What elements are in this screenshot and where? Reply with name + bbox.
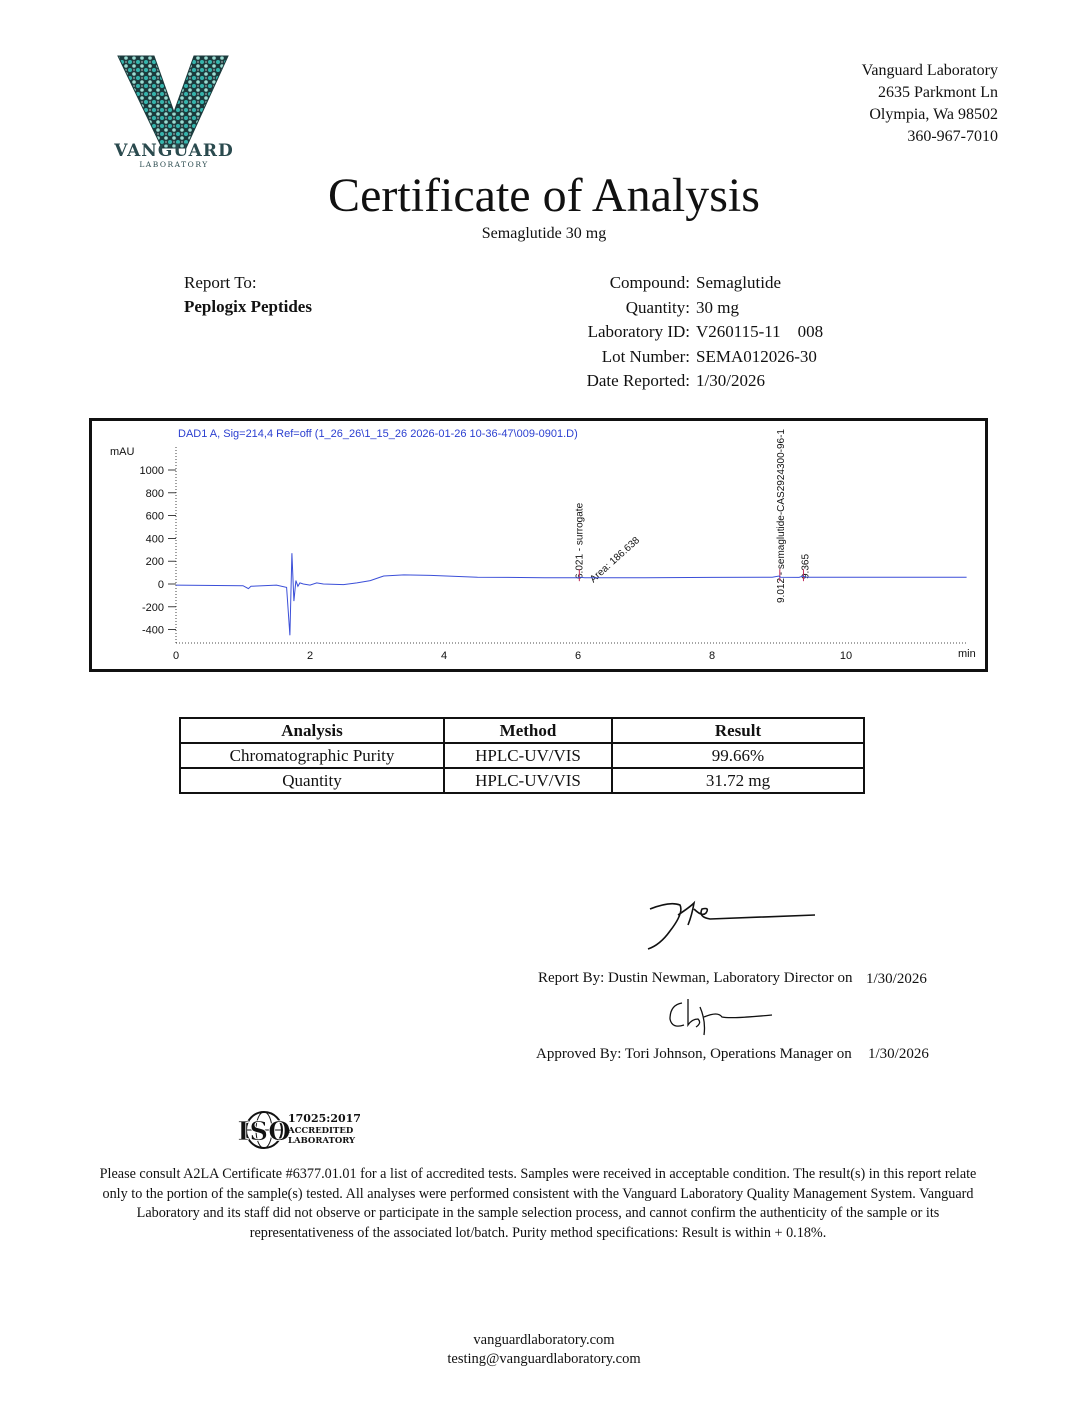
header-method: Method — [444, 718, 612, 743]
iso-accreditation-logo — [236, 1108, 366, 1152]
footer-email[interactable]: testing@vanguardlaboratory.com — [447, 1351, 641, 1367]
report-by: Report By: Dustin Newman, Laboratory Director on — [538, 970, 853, 986]
cell-result: 99.66% — [612, 743, 864, 768]
x-tick-label: 4 — [440, 650, 448, 662]
results-header-row — [180, 718, 864, 743]
lab-name: Vanguard Laboratory — [861, 62, 998, 79]
cell-method: HPLC-UV/VIS — [444, 768, 612, 793]
lab-address — [862, 60, 998, 148]
cell-result: 31.72 mg — [612, 768, 864, 793]
cell-analysis: Quantity — [180, 768, 444, 793]
header-analysis: Analysis — [180, 718, 444, 743]
approved-by-date: 1/30/2026 — [868, 1046, 929, 1062]
lab-street: 2635 Parkmont Ln — [878, 84, 998, 101]
detail-value: 30 mg — [696, 297, 739, 317]
chromatogram-plot — [92, 421, 985, 669]
detail-label: Laboratory ID: — [587, 322, 690, 341]
x-tick-label: 8 — [708, 650, 716, 662]
y-axis-unit: mAU — [110, 446, 135, 458]
detail-lot-number — [540, 345, 823, 370]
lab-city: Olympia, Wa 98502 — [869, 106, 998, 123]
detail-value: SEMA012026-30 — [696, 346, 817, 366]
svg-text:17025:2017: 17025:2017 — [288, 1112, 361, 1125]
disclaimer: Please consult A2LA Certificate #6377.01.01 for a list of accredited tests. Samples were received in acceptable condition. The result(s) in this report relate only to the portion of the sample(s) tested. All analyses were performed consistent with the Vanguard Laboratory Quality Management System. Vanguard Laboratory and its staff did not observe or participate in the sample selection process, and cannot confirm the authenticity of the sample or its representativeness of the associated lot/batch. Purity method specifications: Result is within + 0.18%. — [99, 1166, 977, 1241]
peak-label-area: Area: 186.638 — [587, 535, 643, 586]
y-tick-label: 600 — [145, 510, 164, 523]
svg-text:LABORATORY: LABORATORY — [139, 160, 209, 169]
detail-date-reported — [540, 369, 823, 394]
table-row — [180, 743, 864, 768]
approved-by: Approved By: Tori Johnson, Operations Manager on — [536, 1046, 852, 1062]
x-tick-label: 2 — [306, 650, 314, 662]
y-tick-label: -200 — [141, 601, 164, 614]
page-title: Certificate of Analysis — [328, 169, 760, 222]
sample-details — [540, 271, 823, 394]
detail-value: 1/30/2026 — [696, 371, 765, 390]
lab-phone: 360-967-7010 — [907, 128, 998, 145]
table-row — [180, 768, 864, 793]
page-subtitle: Semaglutide 30 mg — [481, 225, 607, 242]
cell-method: HPLC-UV/VIS — [444, 743, 612, 768]
detail-value: Semaglutide — [696, 273, 781, 292]
client-name: Peplogix Peptides — [184, 297, 312, 316]
y-tick-label: 200 — [145, 556, 164, 569]
report-to-label: Report To: — [184, 273, 257, 292]
report-by-date: 1/30/2026 — [866, 971, 927, 987]
y-tick-label: -400 — [141, 624, 164, 637]
chromatogram — [89, 418, 988, 672]
y-tick-label: 800 — [145, 487, 164, 500]
detail-label: Date Reported: — [586, 371, 690, 390]
y-tick-label: 1000 — [139, 465, 164, 477]
manager-signature — [660, 993, 780, 1038]
svg-text:LABORATORY: LABORATORY — [288, 1136, 356, 1146]
x-tick-label: 0 — [172, 650, 180, 662]
results-table — [179, 717, 865, 794]
x-tick-label: 10 — [839, 650, 853, 662]
chromatogram-ticks — [140, 465, 853, 662]
chromatogram-trace — [176, 553, 967, 635]
y-tick-label: 400 — [145, 533, 164, 546]
y-tick-label: 0 — [157, 579, 164, 591]
detail-laboratory-id — [540, 320, 823, 345]
detail-value: V260115-11 008 — [696, 322, 824, 341]
detail-compound — [540, 271, 823, 296]
detail-quantity — [540, 296, 823, 321]
x-tick-label: 6 — [574, 650, 582, 662]
x-axis-unit: min — [958, 648, 976, 660]
svg-text:ACCREDITED: ACCREDITED — [288, 1126, 354, 1136]
detail-label: Compound: — [609, 273, 690, 292]
header-result: Result — [612, 718, 864, 743]
footer-website[interactable]: vanguardlaboratory.com — [473, 1332, 615, 1348]
footer — [0, 1331, 1088, 1369]
detail-label: Quantity: — [625, 297, 690, 317]
chromatogram-title: DAD1 A, Sig=214,4 Ref=off (1_26_26\1_15_26 2026-01-26 10-36-47\009-0901.D) — [178, 428, 578, 440]
svg-text:VANGUARD: VANGUARD — [114, 141, 234, 161]
vanguard-logo — [104, 52, 244, 170]
director-signature — [640, 895, 820, 955]
svg-text:ISO: ISO — [237, 1117, 291, 1147]
peak-label-surrogate: 6.021 - surrogate — [574, 502, 586, 579]
detail-label: Lot Number: — [601, 346, 690, 366]
cell-analysis: Chromatographic Purity — [180, 743, 444, 768]
peak-label-semaglutide: 9.012 - semaglutide-CAS2924300-96-1 — [775, 429, 787, 603]
chromatogram-axes — [176, 447, 967, 643]
peak-label-minor: 9.365 — [800, 553, 812, 579]
